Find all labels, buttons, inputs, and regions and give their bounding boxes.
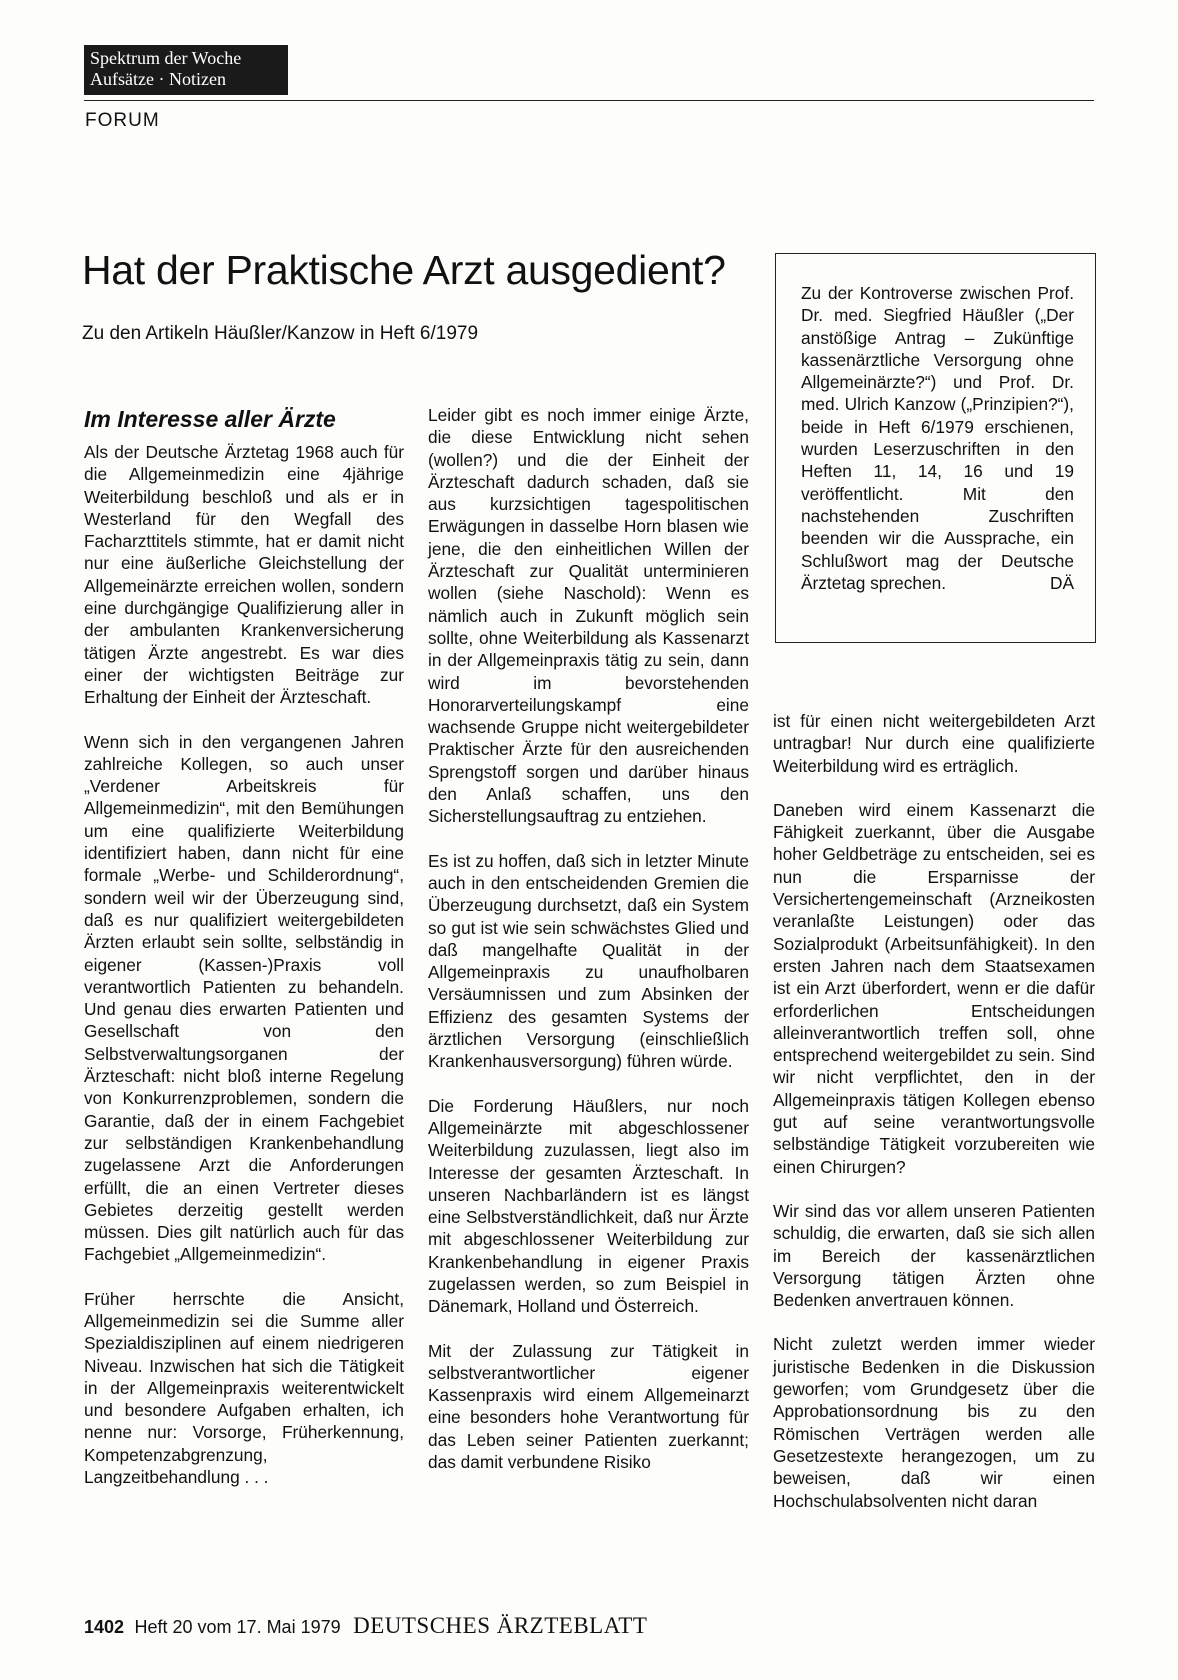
- paragraph: Nicht zuletzt werden immer wieder juristische Bedenken in die Diskussion geworfen; vom Grundgesetz über die Approbationsordnung bis zu den Römischen Verträgen werden alle Gesetzestexte herangezogen, um zu beweisen, daß wir einen Hochschulabsolventen nicht daran: [773, 1334, 1095, 1511]
- paragraph: Leider gibt es noch immer einige Ärzte, die diese Entwicklung nicht sehen (wollen?) und die der Einheit der Ärzteschaft dadurch schaden, daß sie aus kurzsichtigen tagespolitischen Erwägungen in dasselbe Horn blasen wie jene, die den einheitlichen Willen der Ärzteschaft zur Qualität unterminieren wollen (siehe Naschold): Wenn es nämlich auch in Zukunft möglich sein sollte, ohne Weiterbildung als Kassenarzt in der Allgemeinpraxis tätig zu sein, dann wird im bevorstehenden Honorarverteilungskampf eine wachsende Gruppe nicht weitergebildeter Praktischer Ärzte für den ausreichenden Sprengstoff sorgen und darüber hinaus den Anlaß schaffen, uns den Sicherstellungsauftrag zu entziehen.: [428, 405, 749, 827]
- letter-heading: Im Interesse aller Ärzte: [84, 406, 336, 432]
- editor-signature: DÄ: [1049, 572, 1074, 593]
- section-label-line2: Aufsätze · Notizen: [90, 69, 226, 89]
- editor-note-text: Zu der Kontroverse zwischen Prof. Dr. med. Siegfried Häußler („Der anstößige Antrag – Zukünftige kassenärztliche Versorgung ohne Allgemeinärzte?“) und Prof. Dr. med. Ulrich Kanzow („Prinzipien?“), beide in Heft 6/1979 erschienen, wurden Leserzuschriften in den Heften 11, 14, 16 und 19 veröffentlicht. Mit den nachstehenden Zuschriften beenden wir die Aussprache, ein Schlußwort mag der Deutsche Ärztetag sprechen.: [801, 283, 1074, 593]
- article-subtitle: Zu den Artikeln Häußler/Kanzow in Heft 6/1979: [82, 323, 479, 344]
- editor-note-box: [775, 253, 1096, 643]
- paragraph: Mit der Zulassung zur Tätigkeit in selbstverantwortlicher eigener Kassenpraxis wird einem Allgemeinarzt eine besonders hohe Verantwortung für das Leben seiner Patienten zuerkannt; das damit verbundene Risiko: [428, 1340, 749, 1473]
- paragraph: Früher herrschte die Ansicht, Allgemeinmedizin sei die Summe aller Spezialdisziplinen auf einem niedrigeren Niveau. Inzwischen hat sich die Tätigkeit in der Allgemeinpraxis weiterentwickelt und besondere Aufgaben erhalten, ich nenne nur: Vorsorge, Früherkennung, Kompetenzabgrenzung, Langzeitbehandlung . . .: [84, 1288, 404, 1488]
- journal-name: DEUTSCHES ÄRZTEBLATT: [353, 1613, 648, 1638]
- page-footer: [84, 1613, 647, 1639]
- paragraph: Daneben wird einem Kassenarzt die Fähigkeit zuerkannt, über die Ausgabe hoher Geldbeträge zu entscheiden, sei es nun die Ersparnisse der Versichertengemeinschaft (Arzneikosten veranlaßte Leistungen) oder das Sozialprodukt (Arbeitsunfähigkeit). In den ersten Jahren nach dem Staatsexamen ist ein Arzt überfordert, wenn er die dafür erforderlichen Entscheidungen alleinverantwortlich treffen soll, ohne entsprechend weitergebildet zu sein. Sind wir nicht verpflichtet, den in der Allgemeinpraxis tätigen Kollegen ebenso gut auf seine verantwortungsvolle selbständige Tätigkeit vorzubereiten wie einen Chirurgen?: [773, 799, 1095, 1177]
- article-title: Hat der Praktische Arzt ausgedient?: [82, 247, 726, 293]
- issue-info: Heft 20 vom 17. Mai 1979: [134, 1617, 341, 1637]
- paragraph: Es ist zu hoffen, daß sich in letzter Minute auch in den entscheidenden Gremien die Überzeugung durchsetzt, daß ein System so gut ist wie sein schwächstes Glied und daß mangelhafte Qualität in der Allgemeinpraxis zu unaufholbaren Versäumnissen und zum Absinken der Effizienz des gesamten Systems der ärztlichen Versorgung (einschließlich Krankenhausversorgung) führen würde.: [428, 850, 749, 1072]
- section-label-line1: Spektrum der Woche: [90, 48, 242, 68]
- page-number: 1402: [84, 1617, 125, 1637]
- paragraph: Wir sind das vor allem unseren Patienten schuldig, die erwarten, daß sie sich allen im Bereich der kassenärztlichen Versorgung tätigen Ärzten ohne Bedenken anvertrauen können.: [773, 1200, 1095, 1311]
- text-column-1: [84, 406, 404, 1510]
- text-column-2: [428, 404, 749, 1495]
- paragraph: Wenn sich in den vergangenen Jahren zahlreiche Kollegen, so auch unser „Verdener Arbeitskreis für Allgemeinmedizin“, mit den Bemühungen um eine qualifizierte Weiterbildung identifiziert haben, dann nicht für eine formale „Werbe- und Schilderordnung“, sondern weil wir der Überzeugung sind, daß es nur qualifiziert weitergebildeten Ärzten erlaubt sein sollte, selbständig in eigener (Kassen-)Praxis voll verantwortlich Patienten zu behandeln. Und genau dies erwarten Patienten und Gesellschaft von den Selbstverwaltungsorganen der Ärzteschaft: nicht bloß interne Regelung von Konkurrenzproblemen, sondern die Garantie, daß der in einem Fachgebiet zur selbständigen Krankenbehandlung zugelassene Arzt die Anforderungen erfüllt, die an einen Vertreter dieses Gebietes derzeitig gestellt werden müssen. Dies gilt natürlich auch für das Fachgebiet „Allgemeinmedizin“.: [84, 731, 404, 1265]
- header-rule: [84, 100, 1094, 101]
- category-label: FORUM: [85, 110, 160, 131]
- text-column-3: [773, 710, 1095, 1534]
- paragraph: ist für einen nicht weitergebildeten Arzt untragbar! Nur durch eine qualifizierte Weiterbildung wird es erträglich.: [773, 711, 1095, 776]
- paragraph: Die Forderung Häußlers, nur noch Allgemeinärzte mit abgeschlossener Weiterbildung zuzulassen, liegt also im Interesse der gesamten Ärzteschaft. In unseren Nachbarländern ist es längst eine Selbstverständlichkeit, daß nur Ärzte mit abgeschlossener Weiterbildung zur Krankenbehandlung in eigener Praxis zugelassen werden, so zum Beispiel in Dänemark, Holland und Österreich.: [428, 1095, 749, 1317]
- paragraph: Als der Deutsche Ärztetag 1968 auch für die Allgemeinmedizin eine 4jährige Weiterbildung beschloß und als er in Westerland für den Wegfall des Facharzttitels stimmte, hat er damit nicht nur eine äußerliche Gleichstellung der Allgemeinärzte erreichen wollen, sondern eine durchgängige Qualifizierung aller in der ambulanten Krankenversicherung tätigen Ärzte angestrebt. Es war dies einer der wichtigsten Beiträge zur Erhaltung der Einheit der Ärzteschaft.: [84, 442, 404, 708]
- section-badge: [84, 45, 288, 95]
